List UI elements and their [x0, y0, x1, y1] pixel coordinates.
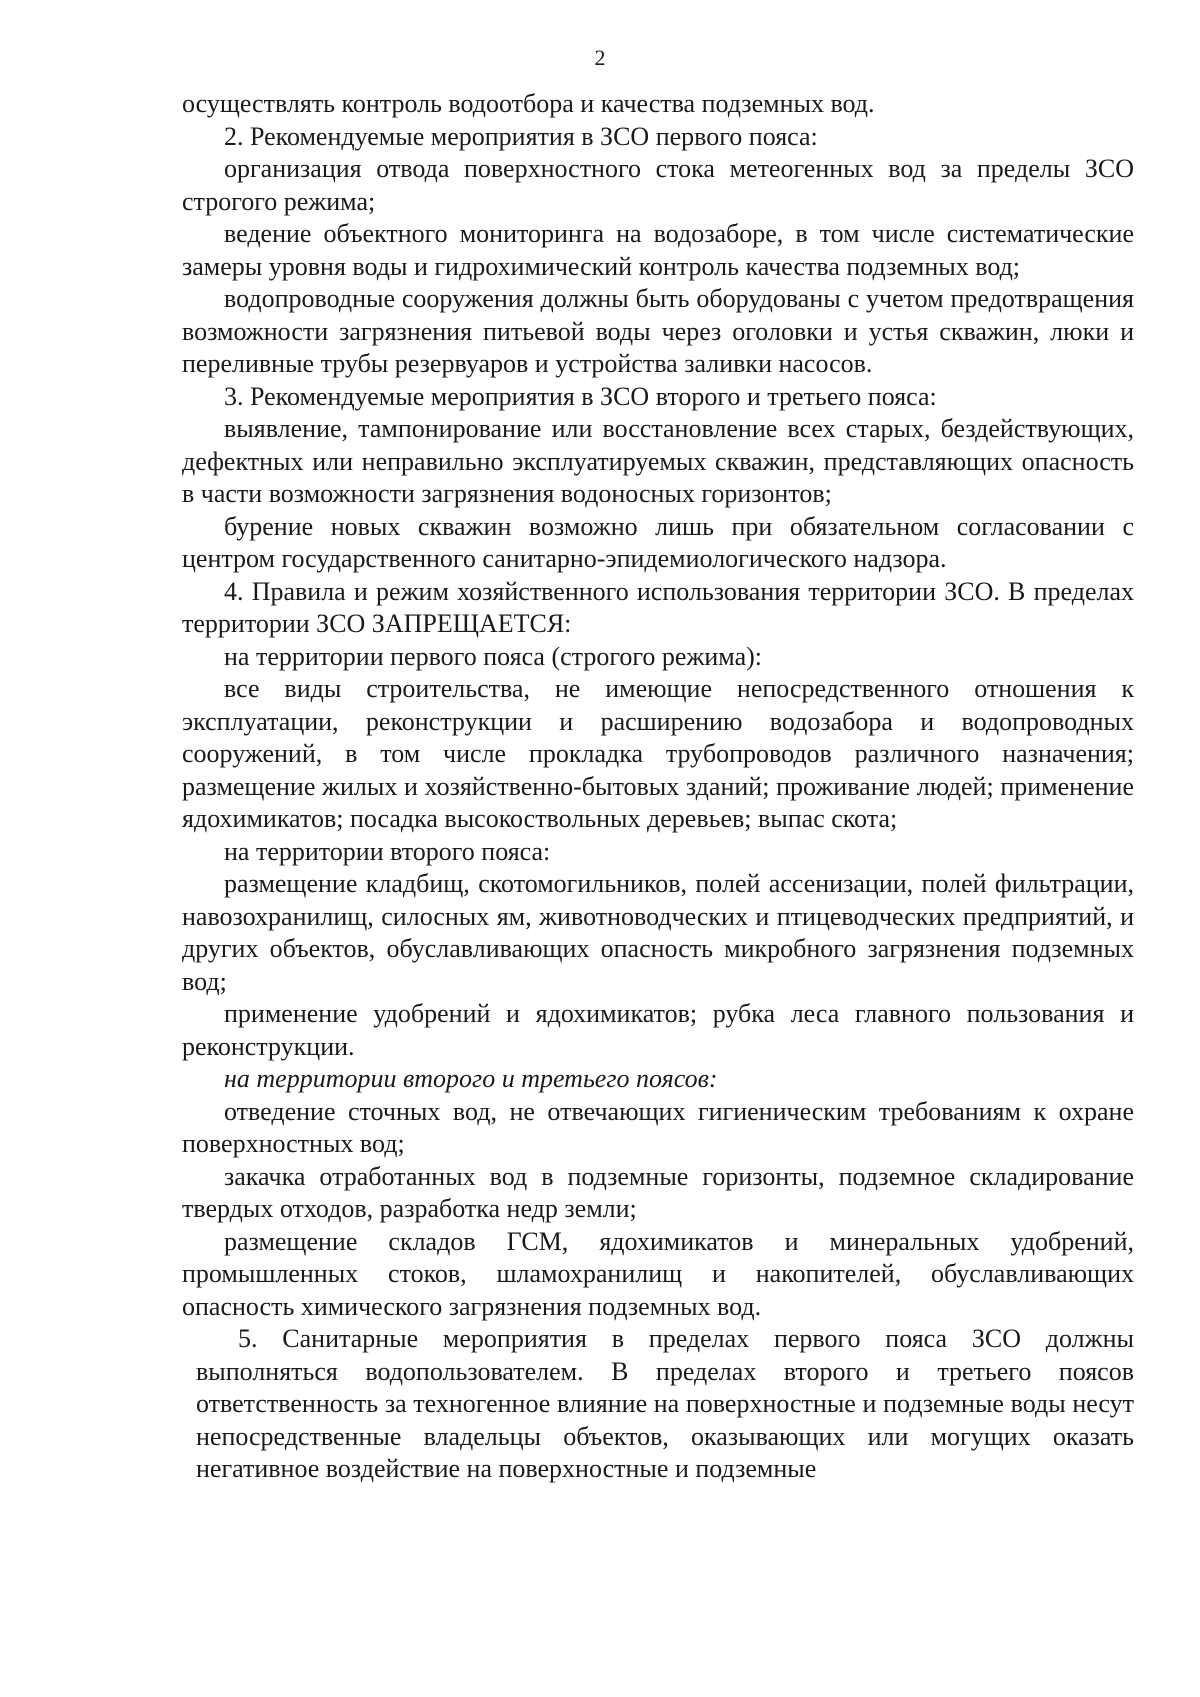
paragraph: на территории второго и третьего поясов:	[224, 1064, 718, 1093]
paragraph: размещение складов ГСМ, ядохимикатов и минеральных удобрений, промышленных стоков, шламохранилищ и накопителей, обуславливающих опасность химического загрязнения подземных вод.	[182, 1226, 1134, 1321]
paragraph: отведение сточных вод, не отвечающих гигиеническим требованиям к охране поверхностных вод;	[182, 1096, 1134, 1158]
paragraph: бурение новых скважин возможно лишь при обязательном согласовании с центром государственного санитарно-эпидемиологического надзора.	[182, 511, 1134, 573]
paragraph: 4. Правила и режим хозяйственного использования территории ЗСО. В пределах территории ЗСО ЗАПРЕЩАЕТСЯ:	[182, 576, 1134, 638]
paragraph: закачка отработанных вод в подземные горизонты, подземное складирование твердых отходов, разработка недр земли;	[182, 1161, 1134, 1223]
paragraph: 5. Санитарные мероприятия в пределах первого пояса ЗСО должны выполняться водопользователем. В пределах второго и третьего поясов ответственность за техногенное влияние на поверхностные и подземные воды несут непосредственные владельцы объектов, оказывающих или могущих оказать негативное воздействие на поверхностные и подземные	[196, 1324, 1134, 1483]
page-number: 2	[594, 45, 606, 70]
paragraph: все виды строительства, не имеющие непосредственного отношения к эксплуатации, реконструкции и расширению водозабора и водопроводных сооружений, в том числе прокладка трубопроводов различного назначения; размещение жилых и хозяйственно-бытовых зданий; проживание людей; применение ядохимикатов; посадка высокоствольных деревьев; выпас скота;	[182, 674, 1134, 833]
paragraph: на территории первого пояса (строгого режима):	[224, 641, 762, 671]
paragraph: 2. Рекомендуемые мероприятия в ЗСО первого пояса:	[224, 121, 818, 151]
document-body	[182, 88, 1134, 1486]
paragraph: применение удобрений и ядохимикатов; рубка леса главного пользования и реконструкции.	[182, 999, 1134, 1061]
paragraph: водопроводные сооружения должны быть оборудованы с учетом предотвращения возможности загрязнения питьевой воды через оголовки и устья скважин, люки и переливные трубы резервуаров и устройства заливки насосов.	[182, 284, 1134, 378]
paragraph: осуществлять контроль водоотбора и качества подземных вод.	[182, 89, 875, 118]
paragraph: 3. Рекомендуемые мероприятия в ЗСО второго и третьего пояса:	[224, 381, 937, 411]
paragraph: организация отвода поверхностного стока метеогенных вод за пределы ЗСО строгого режима;	[182, 154, 1134, 216]
paragraph: на территории второго пояса:	[224, 836, 551, 866]
paragraph: выявление, тампонирование или восстановление всех старых, бездействующих, дефектных или неправильно эксплуатируемых скважин, представляющих опасность в части возможности загрязнения водоносных горизонтов;	[182, 414, 1134, 508]
paragraph: размещение кладбищ, скотомогильников, полей ассенизации, полей фильтрации, навозохранилищ, силосных ям, животноводческих и птицеводческих предприятий, и других объектов, обуславливающих опасность микробного загрязнения подземных вод;	[182, 869, 1134, 996]
paragraph: ведение объектного мониторинга на водозаборе, в том числе систематические замеры уровня воды и гидрохимический контроль качества подземных вод;	[182, 219, 1134, 281]
